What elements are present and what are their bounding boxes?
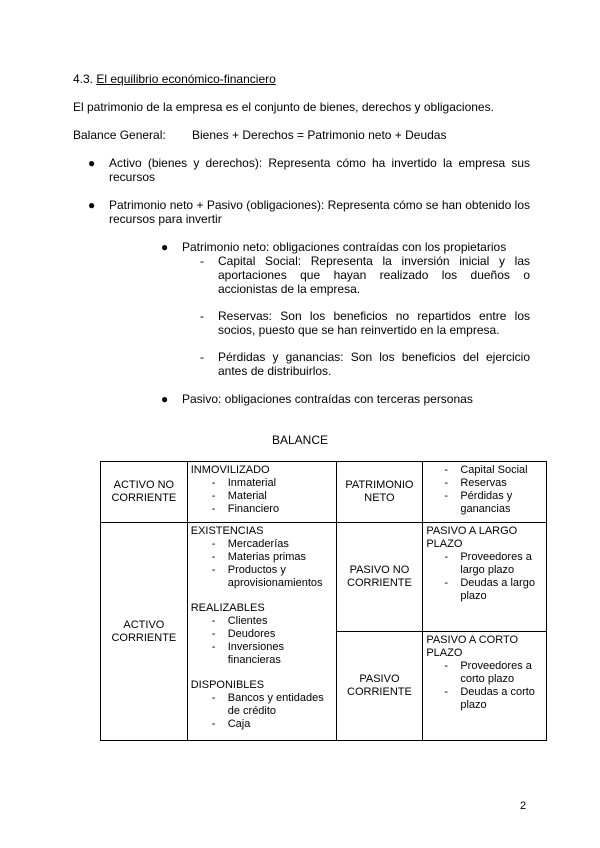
list-item: - Productos y aprovisionamientos <box>212 564 333 590</box>
sub-item-perdidas <box>200 350 530 380</box>
bullet-activo <box>88 156 530 186</box>
sub-bullet-pasivo <box>161 392 530 406</box>
bullet-text: Patrimonio neto + Pasivo (obligaciones): Representa cómo se han obtenido los recursos para invertir <box>109 198 530 226</box>
pasivo-corto-plazo-cell <box>423 632 547 741</box>
list-item: - Deudores <box>212 628 333 641</box>
sub-item-text: Pérdidas y ganancias: Son los beneficios del ejercicio antes de distribuirlos. <box>218 350 530 378</box>
pasivo-corto-plazo-list <box>426 660 543 712</box>
sub-item-reservas <box>200 309 530 339</box>
inmovilizado-cell <box>187 462 336 523</box>
list-item: - Material <box>212 490 333 503</box>
sub-bullet-text: Pasivo: obligaciones contraídas con terceras personas <box>182 392 473 406</box>
list-item: - Bancos y entidades de crédito <box>212 692 333 718</box>
sub-item-capital-social <box>200 254 530 298</box>
bullet-dot: ● <box>88 198 96 212</box>
balance-general-label: Balance General: <box>73 128 166 142</box>
pasivo-corriente-label: PASIVO CORRIENTE <box>336 632 423 741</box>
list-item: - Clientes <box>212 615 333 628</box>
balance-general-line <box>73 128 447 142</box>
section-title: El equilibrio económico-financiero <box>96 72 276 86</box>
sub-bullet-text: Patrimonio neto: obligaciones contraídas con los propietarios <box>182 240 507 254</box>
list-item: - Materias primas <box>212 551 333 564</box>
section-heading <box>73 72 276 86</box>
activo-corriente-label: ACTIVO CORRIENTE <box>101 523 188 741</box>
list-item: - Proveedores a largo plazo <box>444 551 543 577</box>
bullet-patrimonio-pasivo <box>88 198 530 228</box>
page-number: 2 <box>520 800 527 812</box>
existencias-list <box>191 538 333 590</box>
disponibles-list <box>191 692 333 731</box>
pasivo-largo-plazo-cell <box>423 523 547 632</box>
list-item: - Pérdidas y ganancias <box>444 490 543 516</box>
patrimonio-neto-label: PATRIMONIO NETO <box>336 462 423 523</box>
list-item: - Financiero <box>212 503 333 516</box>
bullet-dot: ● <box>161 240 169 254</box>
realizables-header: REALIZABLES <box>190 602 265 615</box>
spacer <box>191 667 333 679</box>
list-item: - Capital Social <box>444 464 543 477</box>
list-item: - Inmaterial <box>212 477 333 490</box>
bullet-dot: ● <box>88 156 96 170</box>
existencias-header: EXISTENCIAS <box>190 525 264 538</box>
pasivo-largo-plazo-list <box>426 551 543 603</box>
sub-item-text: Capital Social: Representa la inversión inicial y las aportaciones que hayan realizado los dueños o accionistas de la empresa. <box>218 254 530 296</box>
list-item: - Proveedores a corto plazo <box>444 660 543 686</box>
table-row <box>101 523 547 632</box>
dash-marker: - <box>200 254 204 268</box>
balance-table <box>100 461 547 741</box>
list-item: - Reservas <box>444 477 543 490</box>
spacer <box>191 590 333 602</box>
list-item: - Deudas a corto plazo <box>444 686 543 712</box>
balance-general-formula: Bienes + Derechos = Patrimonio neto + Deudas <box>192 128 447 142</box>
sub-bullet-patrimonio <box>161 240 530 254</box>
pasivo-corto-plazo-header: PASIVO A CORTO PLAZO <box>426 634 519 660</box>
table-row <box>101 462 547 523</box>
balance-title: BALANCE <box>271 433 329 447</box>
realizables-list <box>191 615 333 667</box>
inmovilizado-list <box>191 477 333 516</box>
list-item: - Mercaderías <box>212 538 333 551</box>
patrimonio-neto-list <box>426 464 543 516</box>
intro-paragraph: El patrimonio de la empresa es el conjunto de bienes, derechos y obligaciones. <box>73 100 494 114</box>
activo-no-corriente-label: ACTIVO NO CORRIENTE <box>101 462 188 523</box>
inmovilizado-header: INMOVILIZADO <box>190 464 270 476</box>
bullet-text: Activo (bienes y derechos): Representa cómo ha invertido la empresa sus recursos <box>109 156 530 184</box>
list-item: - Deudas a largo plazo <box>444 577 543 603</box>
pasivo-largo-plazo-header: PASIVO A LARGO PLAZO <box>426 525 518 551</box>
patrimonio-neto-cell <box>423 462 547 523</box>
sub-item-text: Reservas: Son los beneficios no repartidos entre los socios, puesto que se han reinvertido en la empresa. <box>218 309 530 337</box>
activo-corriente-cell <box>187 523 336 741</box>
dash-marker: - <box>200 350 204 364</box>
bullet-dot: ● <box>161 392 169 406</box>
pasivo-no-corriente-label: PASIVO NO CORRIENTE <box>336 523 423 632</box>
list-item: - Inversiones financieras <box>212 641 333 667</box>
dash-marker: - <box>200 309 204 323</box>
disponibles-header: DISPONIBLES <box>190 679 265 692</box>
section-number: 4.3. <box>73 72 94 86</box>
list-item: - Caja <box>212 718 333 731</box>
